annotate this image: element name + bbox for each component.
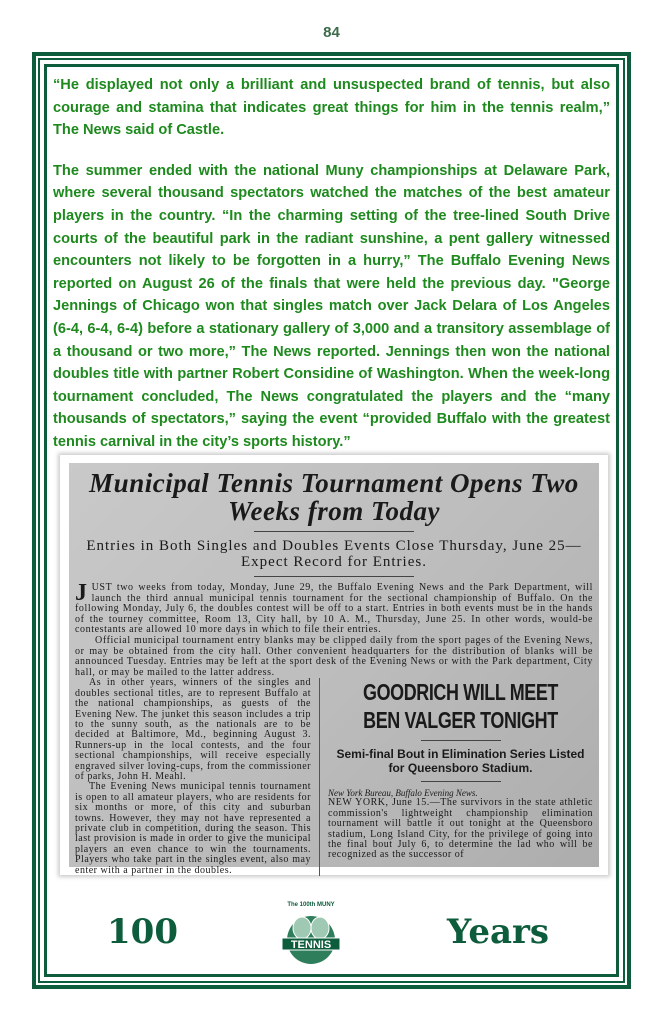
footer-100: 100 — [107, 912, 178, 952]
paragraph: The summer ended with the national Muny championships at Delaware Park, where several thousand spectators watched the matches of the best amateur players in the country. “In the charming setting of the tree-lined South Drive courts of the beautiful park in the radiant sunshine, a pent gallery witnessed encounters not likely to be forgotten in a hurry,” The Buffalo Evening News reported on August 26 of the finals that were held the previous day. "George Jennings of Chicago won that singles match over Jack Delara of Los Angeles (6-4, 6-4, 6-4) before a stationary gallery of 3,000 and a transitory assemblage of a thousand or two more,” The News reported. Jennings then won the national doubles title with partner Robert Considine of Washington. When the week-long tournament concluded, The News congratulated the players and the “many thousands of spectators,” saying the event “provided Buffalo with the greatest tennis carnival in the city’s sports history.” — [53, 162, 610, 450]
side-byline: New York Bureau, Buffalo Evening News. — [328, 788, 478, 799]
clipping-lead: UST two weeks from today, Monday, June 29, the Buffalo Evening News and the Park Department, will launch the third annual municipal tennis tournament for the sectional championship of Buffalo. On the following Monday, July 6, the doubles contest will be off to a start. Entries in both events must be in the hands of the tourney committee, Room 13, City hall, by 10 A. M., Thursday, June 25. In other words, would-be contestants are allowed 10 more days in which to file their entries. — [75, 582, 593, 636]
clipping-headline: Municipal Tennis Tournament Opens Two Weeks from Today — [89, 468, 579, 526]
side-subhead: Semi-final Bout in Elimination Series Listed for Queensboro Stadium. — [336, 747, 585, 776]
clipping-para: Official municipal tournament entry blanks may be clipped daily from the sport pages of the Evening News, or may be obtained from the city hall. Other convenient headquarters for the distribution of blanks will be announced Tuesday. Entries may be left at the sport desk of the Evening News or with the Park department, City hall, or may be mailed to the latter address. — [75, 634, 593, 678]
body-text — [53, 74, 610, 472]
newspaper-clipping — [60, 455, 608, 875]
svg-text:TENNIS: TENNIS — [290, 939, 332, 951]
side-headline: GOODRICH WILL MEET BEN VALGER TONIGHT — [363, 679, 558, 734]
clipping-subhead: Entries in Both Singles and Doubles Events Close Thursday, June 25—Expect Record for Entries. — [86, 538, 582, 570]
side-body: NEW YORK, June 15.—The survivors in the state athletic commission's lightweight championship elimination tournament will battle it out tonight at the Queensboro stadium, Long Island City, for the privilege of going into the final bout July 6, to determine the lad who will be recognized as the successor of — [328, 797, 593, 861]
paragraph: “He displayed not only a brilliant and unsuspected brand of tennis, but also courage and stamina that indicates great things for him in the tennis realm,” The News said of Castle. — [53, 77, 610, 139]
svg-text:The 100th MUNY: The 100th MUNY — [287, 902, 335, 908]
page-number: 84 — [323, 24, 340, 41]
footer-years: Years — [447, 912, 550, 952]
clipping-left-col-2: The Evening News municipal tennis tournament is open to all amateur players, who are residents for six months or more, of this city and suburban towns. However, they may not have represented a private club in competition, during the season. This last provision is made in order to give the municipal players an even chance to win the tournaments. Players who take part in the singles event, also may enter with a partner in the doubles. — [75, 781, 311, 876]
clipping-left-col: As in other years, winners of the singles and doubles sectional titles, are to represent Buffalo at the national championships, as guests of the Evening New. The junket this season includes a trip to the sunny south, as the nationals are to be decided at Baltimore, Md., beginning August 3. Runners-up in the local contests, and the four sectional championships, will receive especially engraved silver loving-cups, from the commissioner of parks, John H. Meahl. — [75, 677, 311, 782]
muny-tennis-logo — [276, 898, 346, 970]
clipping-dropcap: J — [75, 580, 88, 606]
